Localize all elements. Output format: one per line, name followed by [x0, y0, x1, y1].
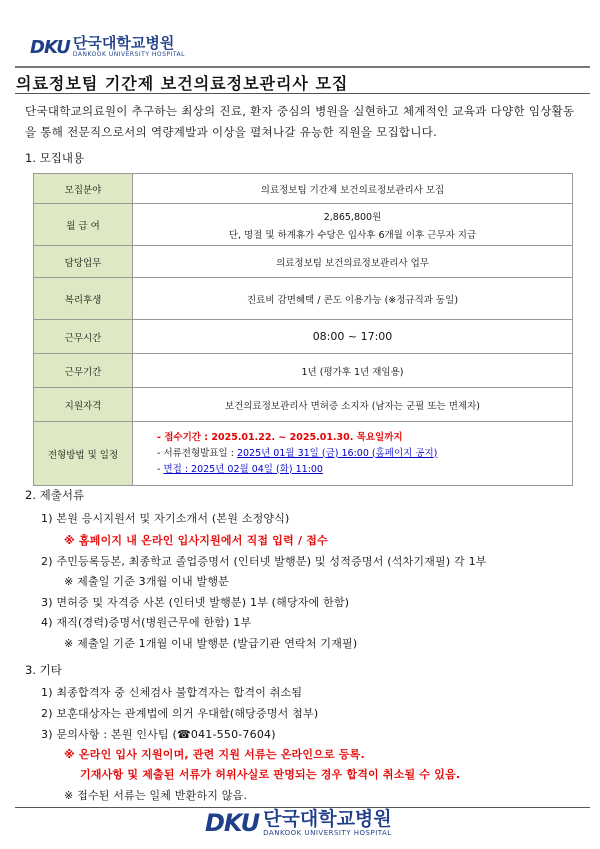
row-label: 지원자격	[34, 388, 133, 422]
application-period: - 접수기간 : 2025.01.22. ~ 2025.01.30. 목요일까지	[157, 431, 403, 443]
result-date-prefix: - 서류전형발표일 :	[157, 447, 237, 459]
table-row	[34, 174, 573, 204]
row-value: 의료정보팀 보건의료정보관리사 업무	[133, 246, 573, 278]
list-item: ※ 온라인 입사 지원이며, 관련 지원 서류는 온라인으로 등록.	[64, 748, 365, 761]
salary-amount: 2,865,800원	[323, 211, 382, 223]
row-label: 월 급 여	[34, 204, 133, 246]
row-label: 근무시간	[34, 320, 133, 354]
recruitment-table	[33, 173, 573, 486]
row-label: 모집분야	[34, 174, 133, 204]
table-row	[34, 246, 573, 278]
page-title: 의료정보팀 기간제 보건의료정보관리사 모집	[16, 74, 349, 93]
section3-heading: 3. 기타	[25, 663, 62, 677]
logo-name: 단국대학교병원	[263, 808, 392, 830]
row-value: 의료정보팀 기간제 보건의료정보관리사 모집	[133, 174, 573, 204]
logo-name-en: DANKOOK UNIVERSITY HOSPITAL	[72, 51, 185, 58]
row-label: 담당업무	[34, 246, 133, 278]
footer-logo	[205, 809, 392, 837]
interview-date	[157, 462, 572, 478]
title-divider	[15, 93, 590, 94]
section2-heading: 2. 제출서류	[25, 488, 85, 502]
interview-prefix: -	[157, 463, 164, 475]
header-divider	[15, 66, 590, 68]
logo-mark: DKU	[205, 809, 260, 837]
list-item: 기재사항 및 제출된 서류가 허위사실로 판명되는 경우 합격이 취소될 수 있음.	[80, 768, 461, 781]
list-item: ※ 홈페이지 내 온라인 입사지원에서 직접 입력 / 접수	[64, 534, 328, 547]
logo-name-en: DANKOOK UNIVERSITY HOSPITAL	[263, 829, 392, 837]
result-date-link[interactable]: 2025년 01월 31일 (금) 16:00 (홈페이지 공지)	[236, 447, 438, 459]
list-item: 2) 주민등록등본, 최종학교 졸업증명서 (인터넷 발행분) 및 성적증명서 (석차기재필) 각 1부	[41, 555, 487, 568]
header-logo	[30, 36, 185, 58]
salary-note: 단, 명절 및 하계휴가 수당은 입사후 6개월 이후 근무자 지급	[228, 229, 477, 241]
list-item: 3) 문의사항 : 본원 인사팀 (☎041-550-7604)	[41, 728, 276, 741]
row-value: 보건의료정보관리사 면허증 소지자 (남자는 군필 또는 면제자)	[133, 388, 573, 422]
row-value: 08:00 ~ 17:00	[133, 320, 573, 354]
row-value	[133, 204, 573, 246]
row-label: 전형방법 및 일정	[34, 422, 133, 486]
list-item: 2) 보훈대상자는 관계법에 의거 우대함(해당증명서 첨부)	[41, 707, 319, 720]
intro-text: 단국대학교의료원이 추구하는 최상의 진료, 환자 중심의 병원을 실현하고 체계적인 교육과 다양한 임상활동을 통해 전문직으로서의 역량계발과 이상을 펼쳐나갈 유능한 직원을 모집합니다.	[25, 104, 575, 139]
row-value: 진료비 감면혜택 / 콘도 이용가능 (※정규직과 동일)	[133, 278, 573, 320]
list-item: 1) 본원 응시지원서 및 자기소개서 (본원 소정양식)	[41, 512, 290, 525]
document-result-date	[157, 446, 572, 462]
list-item: 4) 재직(경력)증명서(병원근무에 한함) 1부	[41, 616, 252, 629]
logo-name: 단국대학교병원	[72, 34, 175, 52]
table-row	[34, 204, 573, 246]
list-item: 1) 최종합격자 중 신체검사 불합격자는 합격이 취소됨	[41, 686, 303, 699]
list-item: ※ 제출일 기준 3개월 이내 발행분	[64, 575, 230, 588]
table-row	[34, 354, 573, 388]
list-item: 3) 면허증 및 자격증 사본 (인터넷 발행분) 1부 (해당자에 한함)	[41, 596, 350, 609]
interview-link[interactable]: 면접 : 2025년 02월 04일 (화) 11:00	[163, 463, 323, 475]
row-value	[133, 422, 573, 486]
table-row	[34, 320, 573, 354]
row-label: 근무기간	[34, 354, 133, 388]
table-row	[34, 278, 573, 320]
table-row	[34, 388, 573, 422]
list-item: ※ 접수된 서류는 일체 반환하지 않음.	[64, 789, 248, 802]
logo-mark: DKU	[30, 36, 70, 58]
section1-heading: 1. 모집내용	[25, 151, 85, 165]
row-label: 복리후생	[34, 278, 133, 320]
list-item: ※ 제출일 기준 1개월 이내 발행분 (발급기관 연락처 기재필)	[64, 637, 358, 650]
row-value: 1년 (평가후 1년 재임용)	[133, 354, 573, 388]
table-row	[34, 422, 573, 486]
